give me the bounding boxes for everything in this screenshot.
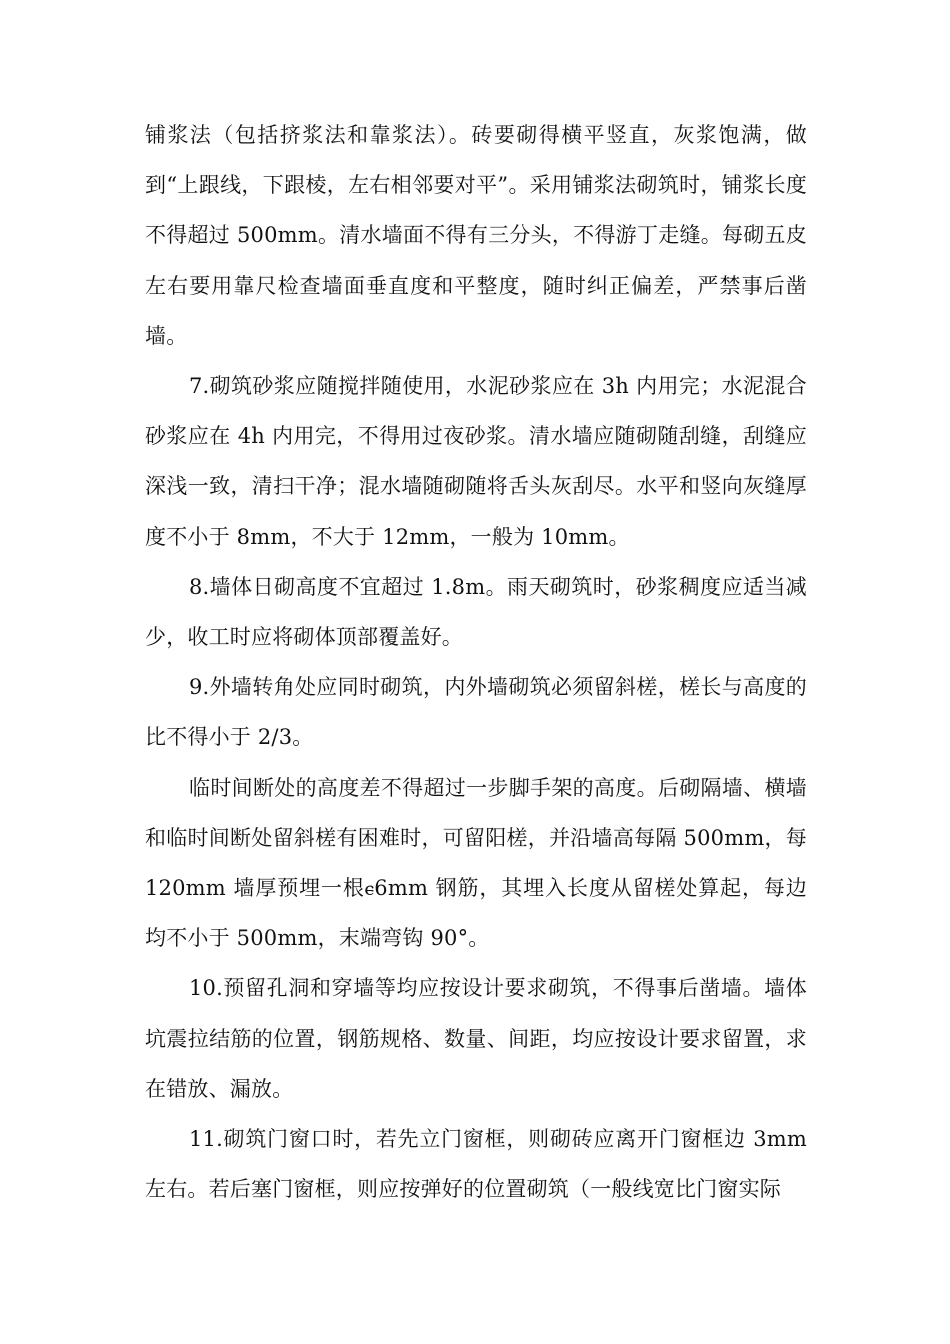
paragraph-temporary-break: 临时间断处的高度差不得超过一步脚手架的高度。后砌隔墙、横墙和临时间断处留斜槎有困难时，可留阳槎，并沿墙高每隔 500mm，每 120mm 墙厚预埋一根ⲉ6mm 钢筋，其埋入长度从留槎处算起，每边均不小于 500mm，末端弯钩 90°。 <box>145 775 807 951</box>
paragraph-item-9: 9.外墙转角处应同时砌筑，内外墙砌筑必须留斜槎，槎长与高度的比不得小于 2/3。 <box>145 675 807 750</box>
paragraph-item-7: 7.砌筑砂浆应随搅拌随使用，水泥砂浆应在 3h 内用完；水泥混合砂浆应在 4h 内用完，不得用过夜砂浆。清水墙应随砌随刮缝，刮缝应深浅一致，清扫干净；混水墙随砌随将舌头灰刮尽。水平和竖向灰缝厚度不小于 8mm，不大于 12mm，一般为 10mm。 <box>145 374 807 549</box>
paragraph-item-11: 11.砌筑门窗口时，若先立门窗框，则砌砖应离开门窗框边 3mm 左右。若后塞门窗框，则应按弹好的位置砌筑（一般线宽比门窗实际 <box>145 1127 807 1202</box>
paragraph-item-10: 10.预留孔洞和穿墙等均应按设计要求砌筑，不得事后凿墙。墙体坑震拉结筋的位置，钢筋规格、数量、间距，均应按设计要求留置，求在错放、漏放。 <box>145 976 807 1101</box>
document-body <box>145 110 807 1214</box>
paragraph-continuation: 铺浆法（包括挤浆法和靠浆法）。砖要砌得横平竖直，灰浆饱满，做到“上跟线，下跟棱，左右相邻要对平”。采用铺浆法砌筑时，铺浆长度不得超过 500mm。清水墙面不得有三分头，不得游丁走缝。每砌五皮左右要用靠尺检查墙面垂直度和平整度，随时纠正偏差，严禁事后凿墙。 <box>145 123 807 348</box>
paragraph-item-8: 8.墙体日砌高度不宜超过 1.8m。雨天砌筑时，砂浆稠度应适当减少，收工时应将砌体顶部覆盖好。 <box>145 574 807 650</box>
